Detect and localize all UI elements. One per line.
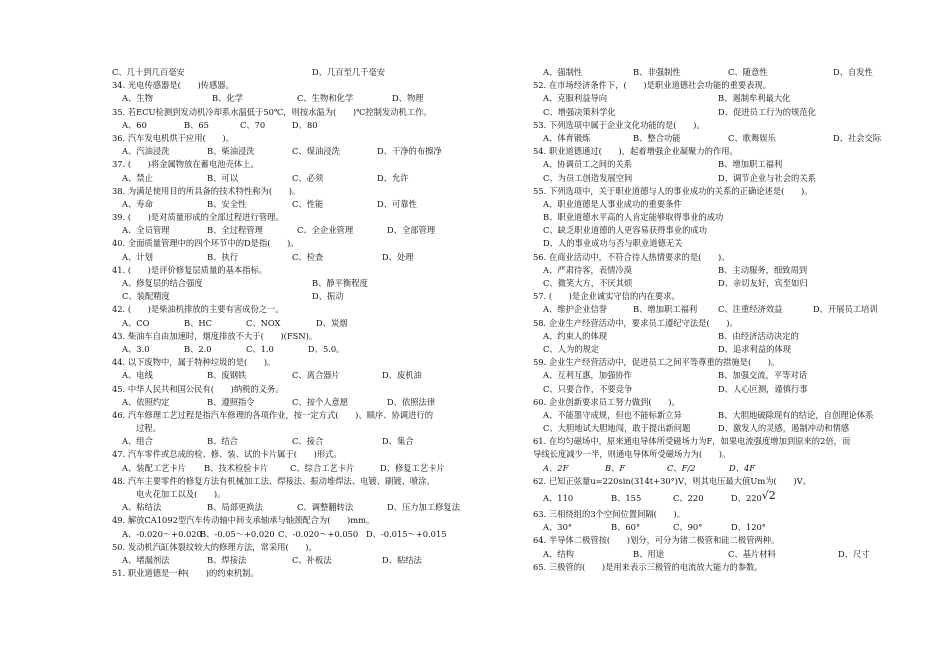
options-49 bbox=[112, 528, 512, 541]
question-53: 53. 下列选项中属于企业文化功能的是( )。 bbox=[533, 119, 705, 130]
option-c: C、基片材料 bbox=[728, 548, 776, 559]
option-d: D、废机油 bbox=[382, 370, 422, 381]
option-a: A、约束人的体现 bbox=[543, 330, 608, 341]
left-column bbox=[112, 66, 512, 580]
question-51: 51. 职业道德是一种( )的约束机制。 bbox=[112, 568, 259, 579]
option-a: A、禁止 bbox=[122, 172, 153, 183]
option-b: B、155 bbox=[611, 493, 642, 503]
options-36 bbox=[112, 145, 512, 158]
option-b: B、增加职工福利 bbox=[718, 159, 783, 170]
option-d: D、4F bbox=[729, 462, 755, 473]
option-d bbox=[731, 488, 776, 508]
option-d-text: D、220 bbox=[731, 493, 762, 503]
option-c: C、220 bbox=[673, 493, 704, 503]
option-c: C、装配精度 bbox=[122, 291, 170, 302]
option-c: C、必须 bbox=[292, 172, 324, 183]
option-d: D、80 bbox=[292, 119, 318, 130]
option-d: D、炭烟 bbox=[316, 317, 348, 328]
option-55c: C、缺乏职业道德的人更容易获得事业的成功 bbox=[543, 225, 707, 236]
question-54: 54. 职业道德通过( )，起着增强企业凝聚力的作用。 bbox=[533, 146, 738, 157]
option-c: C、按个人意愿 bbox=[292, 396, 349, 407]
question-52: 52. 在市场经济条件下，( )是职业道德社会功能的重要表现。 bbox=[533, 80, 772, 91]
question-50: 50. 发动机汽缸体裂纹较大的修理方法，常采用( )。 bbox=[112, 541, 317, 552]
option-a: A、修复层的结合强度 bbox=[122, 278, 203, 288]
option-c: C、随意性 bbox=[728, 67, 768, 77]
options-40 bbox=[112, 251, 512, 264]
options-61 bbox=[533, 462, 883, 475]
right-column bbox=[533, 66, 883, 574]
option-c: C、调整翻转法 bbox=[297, 502, 354, 513]
option-55b: B、职业道德水平高的人肯定能够取得事业的成功 bbox=[543, 212, 724, 223]
question-46-cont: 过程。 bbox=[136, 423, 161, 434]
option-a: A、全员管理 bbox=[122, 225, 170, 236]
option-d: D、追求利益的体现 bbox=[718, 343, 792, 354]
options-64 bbox=[533, 548, 883, 561]
option-b: B、局部更换法 bbox=[207, 502, 263, 513]
option-d: D、干净的布擦净 bbox=[377, 146, 442, 157]
option-c: C、为员工创造发展空间 bbox=[543, 172, 633, 183]
option-a: A、依照约定 bbox=[122, 396, 170, 407]
option-a: A、体育锻炼 bbox=[543, 132, 591, 143]
option-b: B、全过程管理 bbox=[207, 225, 263, 236]
question-46: 46. 汽车修理工艺过程是指汽车修理的各项作业，按一定方式( )、顺序、协调进行的 bbox=[112, 409, 433, 420]
question-59: 59. 企业生产经营活动中，促进员工之间平等尊重的措施是( )。 bbox=[533, 357, 780, 368]
option-a: A、不能墨守成规，但也不能标新立异 bbox=[543, 409, 682, 420]
question-57: 57. ( )是企业诚实守信的内在要求。 bbox=[533, 291, 680, 302]
option-a: A、寿命 bbox=[122, 198, 153, 209]
option-d: D、促进员工行为的规范化 bbox=[718, 106, 816, 117]
question-58: 58. 企业生产经营活动中，要求员工遵纪守法是( )。 bbox=[533, 317, 738, 328]
options-41b bbox=[112, 290, 512, 303]
option-a: A、强制性 bbox=[543, 67, 583, 77]
option-row bbox=[112, 66, 512, 79]
option-c: C、NOX bbox=[246, 317, 281, 328]
option-d: D、振动 bbox=[312, 291, 344, 302]
question-65: 65. 三极管的( )是用来表示三极管的电流放大能力的参数。 bbox=[533, 561, 763, 572]
options-59b bbox=[533, 383, 883, 396]
option-c: C、生物和化学 bbox=[297, 93, 354, 104]
question-36: 36. 汽车发电机烘干应用( )。 bbox=[112, 132, 234, 143]
options-62 bbox=[533, 488, 883, 508]
option-a: A、结构 bbox=[543, 548, 574, 559]
question-44: 44. 以下废物中，属于特种垃圾的是( )。 bbox=[112, 357, 276, 368]
option-b: B、柴油浸洗 bbox=[207, 146, 255, 157]
options-48 bbox=[112, 501, 512, 514]
option-a: A、CO bbox=[122, 317, 150, 328]
option-c: C、几十到几百毫安 bbox=[112, 67, 185, 77]
option-d: D、开展员工培训 bbox=[813, 304, 878, 315]
question-34: 34. 光电传感器是( )传感器。 bbox=[112, 80, 234, 91]
option-a: A、互利互惠，加强协作 bbox=[543, 370, 632, 381]
option-b: B、2.0 bbox=[184, 343, 212, 354]
option-c: C、只要合作，不要竞争 bbox=[543, 383, 633, 394]
question-42: 42. ( )是柴油机排放的主要有害成份之一。 bbox=[112, 304, 284, 315]
option-d: D、自发性 bbox=[833, 67, 873, 77]
option-b: B、60° bbox=[611, 522, 641, 533]
option-b: B、用途 bbox=[633, 548, 664, 559]
option-b: B、加强交流，平等对话 bbox=[718, 370, 808, 381]
options-63 bbox=[533, 521, 883, 534]
option-c: C、大胆地试大胆地闯，敢于提出新问题 bbox=[543, 423, 691, 434]
option-b: B、执行 bbox=[207, 251, 238, 262]
question-55: 55. 下列选项中，关于职业道德与人的事业成功的关系的正确论述是( )。 bbox=[533, 185, 813, 196]
option-b: B、安全性 bbox=[207, 198, 247, 209]
question-61: 61. 在均匀磁场中，原来通电导体所受磁场力为F，如果电流强度增加到原来的2倍，而 bbox=[533, 436, 851, 447]
options-34 bbox=[112, 92, 512, 105]
option-c: C、-0.020～+0.050 bbox=[278, 528, 359, 539]
options-42 bbox=[112, 317, 512, 330]
option-a: A、堵漏剂法 bbox=[122, 554, 170, 565]
option-b: B、-0.05～+0.020 bbox=[200, 528, 275, 539]
option-b: B、增加职工福利 bbox=[633, 304, 698, 315]
option-d: D、修复工艺卡片 bbox=[380, 462, 445, 473]
option-d: D、压力加工修复法 bbox=[387, 502, 461, 513]
option-c: C、补板法 bbox=[292, 554, 332, 565]
option-a: A、3.0 bbox=[122, 343, 150, 354]
option-c: C、歌舞娱乐 bbox=[728, 132, 776, 143]
option-d: D、可靠性 bbox=[377, 198, 417, 209]
option-c: C、全企业管理 bbox=[297, 225, 354, 236]
option-a: A、生物 bbox=[122, 93, 153, 104]
option-a: A、克服利益导向 bbox=[543, 93, 608, 104]
option-d: D、-0.015～+0.015 bbox=[366, 528, 447, 539]
option-a: A、协调员工之间的关系 bbox=[543, 159, 632, 170]
option-a: A、装配工艺卡片 bbox=[122, 462, 187, 473]
option-c: C、煤油浸洗 bbox=[292, 146, 340, 157]
option-c: C、微笑大方，不厌其烦 bbox=[543, 278, 633, 288]
options-53 bbox=[533, 132, 883, 145]
option-b: B、由经济活动决定的 bbox=[718, 330, 799, 341]
option-d: D、调节企业与社会的关系 bbox=[718, 172, 816, 183]
options-54a bbox=[533, 158, 883, 171]
option-d: D、5.0。 bbox=[308, 343, 345, 354]
options-58a bbox=[533, 330, 883, 343]
option-d: D、120° bbox=[731, 522, 766, 533]
options-56a bbox=[533, 264, 883, 277]
options-56b bbox=[533, 277, 883, 290]
option-b: B、非强制性 bbox=[633, 67, 681, 77]
option-c: C、综合工艺卡片 bbox=[290, 462, 355, 473]
option-d: D、全部管理 bbox=[387, 225, 436, 236]
option-b: B、F bbox=[605, 462, 626, 473]
option-a: A、汽油浸洗 bbox=[122, 146, 170, 157]
option-d: D、亲切友好，宾至如归 bbox=[718, 278, 808, 288]
option-b: B、可以 bbox=[207, 172, 238, 183]
option-c: C、注重经济效益 bbox=[718, 304, 783, 315]
option-d: D、几百至几千毫安 bbox=[312, 67, 386, 77]
option-c: C、人为的规定 bbox=[543, 343, 600, 354]
option-c: C、检查 bbox=[292, 251, 324, 262]
question-38: 38. 为满足使用目的所具备的技术特性称为( )。 bbox=[112, 185, 301, 196]
option-d: D、处理 bbox=[382, 251, 414, 262]
option-d: D、人心叵测，谨慎行事 bbox=[718, 383, 808, 394]
option-b: B、结合 bbox=[207, 436, 238, 447]
question-61-cont: 导线长度减少一半，则通电导体所受磁场力为( )。 bbox=[533, 449, 731, 460]
option-d: D、尺寸 bbox=[838, 548, 870, 559]
option-d: D、允许 bbox=[377, 172, 409, 183]
option-d: D、社会交际 bbox=[833, 132, 882, 143]
question-45: 45. 中华人民共和国公民有( )纳税的义务。 bbox=[112, 383, 284, 394]
options-57 bbox=[533, 303, 883, 316]
options-35 bbox=[112, 119, 512, 132]
options-58b bbox=[533, 343, 883, 356]
option-b: B、化学 bbox=[212, 93, 243, 104]
question-47: 47. 汽车零件或总成的检、修、装、试的卡片属于( )形式。 bbox=[112, 449, 342, 460]
question-48: 48. 汽车主要零件的修复方法有机械加工法、焊接法、振动堆焊法、电镀、刷镀、喷涂、 bbox=[112, 475, 435, 486]
question-64: 64. 半导体二极管按( )划分，可分为锗二极管和硅二极管两种。 bbox=[533, 535, 780, 546]
option-a: A、严肃待客，表情冷漠 bbox=[543, 264, 632, 275]
option-b: B、技术检验卡片 bbox=[204, 462, 269, 473]
option-c: C、90° bbox=[673, 522, 703, 533]
options-38 bbox=[112, 198, 512, 211]
option-a: A、2F bbox=[543, 462, 569, 473]
options-39 bbox=[112, 224, 512, 237]
option-a: A、粘结法 bbox=[122, 502, 162, 513]
option-a: A、维护企业信誉 bbox=[543, 304, 608, 315]
option-a: A、组合 bbox=[122, 436, 153, 447]
question-62: 62. 已知正弦量u=220sin(314t+30°)V，则其电压最大值Um为( )V。 bbox=[533, 475, 811, 486]
question-48-cont: 电火花加工以及( )。 bbox=[136, 489, 226, 499]
option-b: B、HC bbox=[184, 317, 212, 328]
option-c: C、离合器片 bbox=[292, 370, 340, 381]
option-b: B、遏制牟利最大化 bbox=[718, 93, 791, 104]
options-50 bbox=[112, 554, 512, 567]
option-c: C、F/2 bbox=[667, 462, 696, 473]
options-60a bbox=[533, 409, 883, 422]
option-d: D、粘结法 bbox=[382, 554, 422, 565]
options-47 bbox=[112, 462, 512, 475]
option-b: B、65 bbox=[184, 119, 209, 130]
question-49: 49. 解放CA1092型汽车传动轴中间支承轴承与轴颈配合为( )mm。 bbox=[112, 515, 375, 526]
options-52a bbox=[533, 92, 883, 105]
question-37: 37. ( )将金属物放在蓄电池壳体上。 bbox=[112, 159, 259, 170]
question-35: 35. 若ECU检测到发动机冷却系水温低于50℃，则按水温为( )℃控制发动机工作。 bbox=[112, 106, 432, 117]
question-60: 60. 企业创新要求员工努力做到( )。 bbox=[533, 396, 680, 407]
option-a: A、-0.020～+0.020 bbox=[122, 528, 202, 539]
option-c: C、70 bbox=[240, 119, 266, 130]
options-44 bbox=[112, 369, 512, 382]
option-b: B、大胆地破除现有的结论，自创理论体系 bbox=[718, 409, 874, 420]
option-a: A、计划 bbox=[122, 251, 153, 262]
option-b: B、整合功能 bbox=[633, 132, 681, 143]
question-39: 39. ( )是对质量形成的全部过程进行管理。 bbox=[112, 212, 284, 223]
option-a: A、30° bbox=[543, 522, 572, 533]
option-d: D、物理 bbox=[392, 93, 424, 104]
options-52b bbox=[533, 106, 883, 119]
option-55a: A、职业道德是人事业成功的重要条件 bbox=[543, 198, 682, 209]
option-c: C、增强决策科学化 bbox=[543, 106, 616, 117]
option-b: B、主动服务，细致周到 bbox=[718, 264, 808, 275]
options-41a bbox=[112, 277, 512, 290]
options-46 bbox=[112, 435, 512, 448]
question-63: 63. 三相绕组的3个空间位置间隔( )。 bbox=[533, 509, 686, 519]
options-43 bbox=[112, 343, 512, 356]
question-41: 41. ( )是评价修复层质量的基本指标。 bbox=[112, 264, 268, 275]
option-c: C、性能 bbox=[292, 198, 324, 209]
option-55d: D、人的事业成功与否与职业道德无关 bbox=[543, 238, 683, 249]
option-b: B、废钢铁 bbox=[207, 370, 247, 381]
option-c: C、1.0 bbox=[246, 343, 274, 354]
options-51 bbox=[533, 66, 883, 79]
options-60b bbox=[533, 422, 883, 435]
option-a: A、110 bbox=[543, 493, 574, 503]
option-b: B、遵照指令 bbox=[207, 396, 255, 407]
option-d: D、集合 bbox=[382, 436, 414, 447]
options-45 bbox=[112, 396, 512, 409]
question-43: 43. 柴油车自由加速时，烟度排放不大于( )(FSN)。 bbox=[112, 330, 318, 341]
options-59a bbox=[533, 369, 883, 382]
option-b: B、静平衡程度 bbox=[312, 278, 368, 288]
option-d: D、激发人的灵感，遏制冲动和情感 bbox=[718, 423, 850, 434]
option-a: A、60 bbox=[122, 119, 147, 130]
question-56: 56. 在商业活动中，不符合待人热情要求的是( )。 bbox=[533, 251, 730, 262]
question-40: 40. 全面质量管理中的四个环节中的D是指( )。 bbox=[112, 238, 299, 249]
options-37 bbox=[112, 172, 512, 185]
options-54b bbox=[533, 172, 883, 185]
option-c: C、接合 bbox=[292, 436, 324, 447]
sqrt-two: √2 bbox=[761, 489, 776, 502]
option-a: A、电线 bbox=[122, 370, 153, 381]
option-d: D、依照法律 bbox=[387, 396, 436, 407]
option-b: B、焊接法 bbox=[207, 554, 247, 565]
